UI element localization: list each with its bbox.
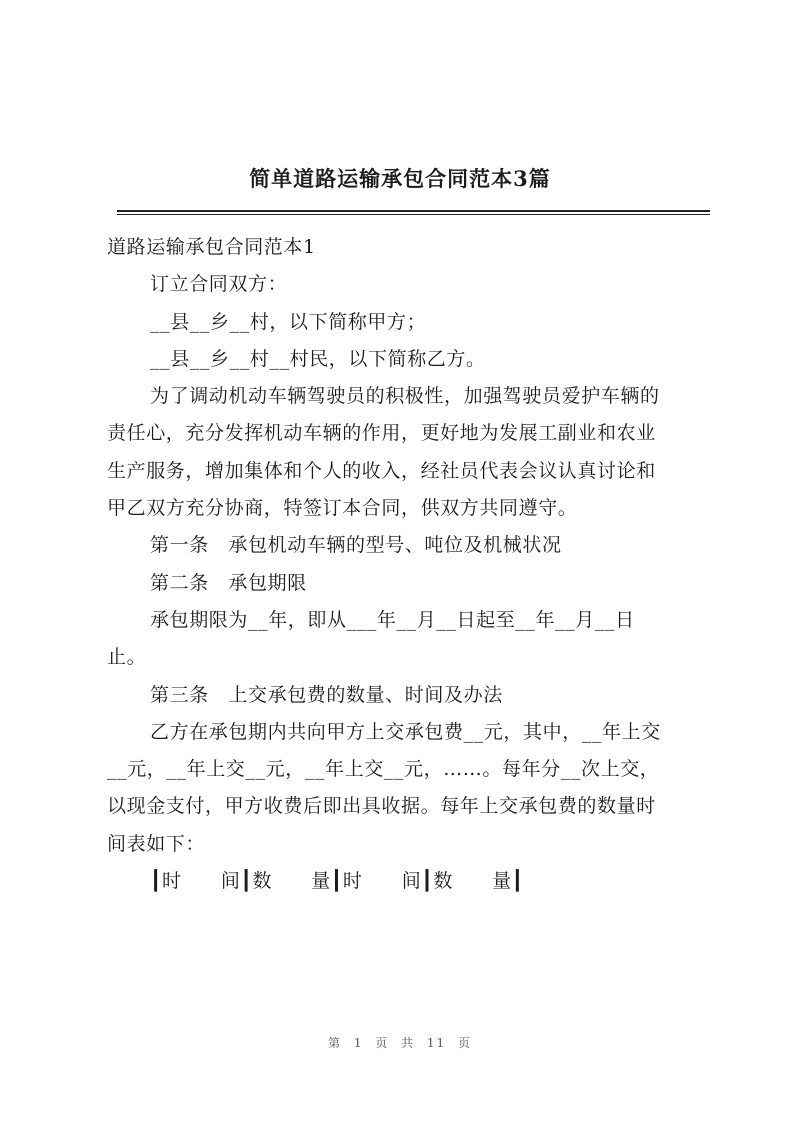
document-title: 简单道路运输承包合同范本3篇 [249,166,551,191]
table-header-row: ┃时 间┃数 量┃时 间┃数 量┃ [150,870,524,893]
paragraph-line: __元，__年上交__元，__年上交__元，……。每年分__次上交， [107,758,660,781]
page-footer: 第 1 页 共 11 页 [328,1036,472,1050]
paragraph-line: 为了调动机动车辆驾驶员的积极性，加强驾驶员爱护车辆的 [150,385,660,408]
paragraph-line: 以现金支付，甲方收费后即出具收据。每年上交承包费的数量时 [107,795,656,818]
document-body [107,229,712,900]
clause-heading: 第三条 上交承包费的数量、时间及办法 [150,683,503,706]
paragraph-line: 乙方在承包期内共向甲方上交承包费__元，其中，__年上交 [150,720,661,743]
paragraph-line: 间表如下： [107,832,206,855]
section-heading: 道路运输承包合同范本1 [107,236,316,258]
paragraph-line: 订立合同双方： [150,273,288,296]
clause-heading: 第二条 承包期限 [150,571,307,594]
paragraph-line: 止。 [107,646,147,669]
paragraph-line: 生产服务，增加集体和个人的收入，经社员代表会议认真讨论和 [107,459,656,482]
paragraph-line: 承包期限为__年，即从___年__月__日起至__年__月__日 [150,608,635,631]
clause-heading: 第一条 承包机动车辆的型号、吨位及机械状况 [150,534,562,557]
paragraph-line: 甲乙双方充分协商，特签订本合同，供双方共同遵守。 [107,497,578,520]
paragraph-line: __县__乡__村，以下简称甲方； [150,310,427,333]
title-rule-thin [117,214,710,215]
title-rule-thick [117,210,710,212]
paragraph-line: 责任心，充分发挥机动车辆的作用，更好地为发展工副业和农业 [107,422,656,445]
paragraph-line: __县__乡__村__村民，以下简称乙方。 [150,347,486,370]
